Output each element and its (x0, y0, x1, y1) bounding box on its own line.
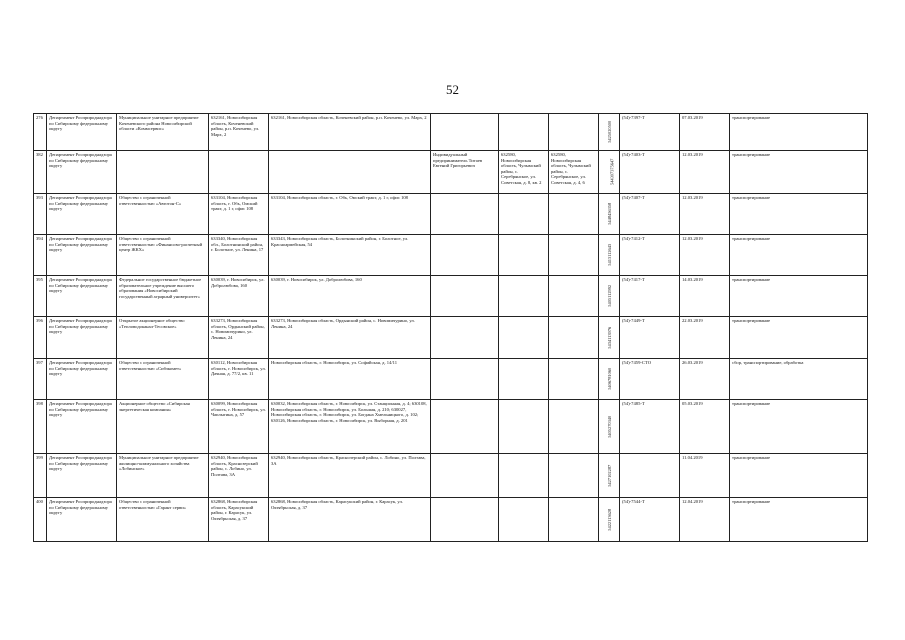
organization-cell: Общество с ограниченной ответственностью «Гарант серви» (117, 498, 209, 542)
table-row (34, 454, 868, 498)
legal-address-cell: 633104, Новосибирская область, г. Обь, Омский тракт, д. 1 г, офис 108 (209, 194, 269, 235)
license-number-cell: (54)-7407-Т (620, 194, 680, 235)
entrepreneur-address-cell (499, 359, 549, 400)
table-row (34, 114, 868, 151)
row-number: 400 (34, 498, 47, 542)
entrepreneur-cell (431, 498, 499, 542)
inn-text: 5405270340 (607, 415, 613, 438)
inn-text: 5427102287 (607, 464, 613, 487)
license-date-cell: 12.03.2019 (680, 151, 730, 194)
activity-type-cell: транспортирование (730, 276, 868, 317)
license-number-cell: (54)-7412-Т (620, 235, 680, 276)
entrepreneur-cell (431, 359, 499, 400)
entrepreneur-cell (431, 114, 499, 151)
license-date-cell: 07.03.2019 (680, 114, 730, 151)
activity-type-cell: транспортирование (730, 400, 868, 454)
authority-cell: Департамент Росприроднадзора по Сибирскому федеральному округу (47, 235, 117, 276)
inn-cell (599, 235, 620, 276)
inn-text: 5448456358 (607, 203, 613, 225)
activity-address-cell (269, 151, 431, 194)
authority-cell: Департамент Росприроднадзора по Сибирскому федеральному округу (47, 498, 117, 542)
inn-text: 5425020500 (607, 121, 613, 143)
entrepreneur-activity-address-cell (549, 194, 599, 235)
activity-address-cell: 630032, Новосибирская область, г. Новосибирск, ул. Станционная, д. 4; 630108, Новосибирская область, г. Новосибирск, ул. Большая, д. 210; 630027, Новосибирская область, г. Новосибирск, ул. Богдана Хмельницкого, д. 102; 630126, Новосибирская область, г. Новосибирск, ул. Выборная, д. 201 (269, 400, 431, 454)
entrepreneur-activity-address-cell (549, 498, 599, 542)
entrepreneur-address-cell (499, 235, 549, 276)
row-number: 382 (34, 151, 47, 194)
entrepreneur-cell (431, 194, 499, 235)
authority-cell: Департамент Росприроднадзора по Сибирскому федеральному округу (47, 454, 117, 498)
activity-type-cell: транспортирование (730, 317, 868, 359)
organization-cell: Федеральное государственное бюджетное образовательное учреждение высшего образования «Новосибирский государственный аграрный университет» (117, 276, 209, 317)
row-number: 397 (34, 359, 47, 400)
activity-address-cell: 633104, Новосибирская область, г. Обь, Омский тракт, д. 1 г, офис 108 (269, 194, 431, 235)
inn-cell (599, 276, 620, 317)
inn-cell (599, 114, 620, 151)
authority-cell: Департамент Росприроднадзора по Сибирскому федеральному округу (47, 114, 117, 151)
entrepreneur-address-cell (499, 454, 549, 498)
inn-text: 544307375647 (609, 158, 615, 186)
license-number-cell: (54)-7417-Т (620, 276, 680, 317)
page-number: 52 (446, 82, 459, 97)
activity-address-cell: 633343, Новосибирская область, Болотнинский район, г. Болотное, ул. Красноармейская, 54 (269, 235, 431, 276)
organization-cell: Общество с ограниченной ответственностью «Сибэкомет» (117, 359, 209, 400)
row-number: 393 (34, 194, 47, 235)
entrepreneur-activity-address-cell (549, 454, 599, 498)
inn-text: 5413112643 (607, 244, 613, 266)
inn-text: 5434113976 (607, 326, 613, 349)
license-date-cell: 12.04.2019 (680, 498, 730, 542)
row-number: 399 (34, 454, 47, 498)
table-row (34, 498, 868, 542)
license-date-cell: 12.03.2019 (680, 235, 730, 276)
license-date-cell: 14.03.2019 (680, 276, 730, 317)
activity-type-cell: транспортирование (730, 235, 868, 276)
authority-cell: Департамент Росприроднадзора по Сибирскому федеральному округу (47, 359, 117, 400)
legal-address-cell: 630112, Новосибирская область, г. Новосибирск, ул. Дачная, д. 77/2, кв. 11 (209, 359, 269, 400)
authority-cell: Департамент Росприроднадзора по Сибирскому федеральному округу (47, 194, 117, 235)
license-date-cell: 12.03.2019 (680, 194, 730, 235)
organization-cell: Открытое акционерное общество «Тепловодоканал-Тесовское» (117, 317, 209, 359)
organization-cell: Муниципальное унитарное предприятие жилищно-коммунального хозяйства «Лобинское» (117, 454, 209, 498)
entrepreneur-activity-address-cell: 632580, Новосибирская область, Чулымский район, с. Серебрянское, ул. Советская, д. 4, 6 (549, 151, 599, 194)
entrepreneur-activity-address-cell (549, 359, 599, 400)
activity-address-cell: 632161, Новосибирская область, Коченевский район, р.п. Коченево, ул. Марх, 2 (269, 114, 431, 151)
license-date-cell: 05.03.2019 (680, 400, 730, 454)
license-number-cell: (54)-7449-Т (620, 317, 680, 359)
entrepreneur-address-cell (499, 498, 549, 542)
row-number: 276 (34, 114, 47, 151)
table-row (34, 400, 868, 454)
activity-type-cell: сбор, транспортирование, обработка (730, 359, 868, 400)
activity-type-cell: транспортирование (730, 114, 868, 151)
table-row (34, 317, 868, 359)
legal-address-cell: 632868, Новосибирская область, Карасукский район, г. Карасук, ул. Октябрьская, д. 37 (209, 498, 269, 542)
entrepreneur-activity-address-cell (549, 317, 599, 359)
activity-type-cell: транспортирование (730, 151, 868, 194)
organization-cell: Муниципальное унитарное предприятие Коченевского района Новосибирской области «Коммсервис» (117, 114, 209, 151)
entrepreneur-activity-address-cell (549, 400, 599, 454)
license-date-cell: 11.04.2019 (680, 454, 730, 498)
entrepreneur-address-cell (499, 114, 549, 151)
entrepreneur-cell (431, 276, 499, 317)
inn-text: 5406781060 (607, 368, 613, 390)
activity-address-cell: 632868, Новосибирская область, Карасукский район, г. Карасук, ул. Октябрьская, д. 37 (269, 498, 431, 542)
inn-cell (599, 400, 620, 454)
activity-type-cell: транспортирование (730, 498, 868, 542)
entrepreneur-address-cell (499, 194, 549, 235)
legal-address-cell: 630099, Новосибирская область, г. Новосибирск, ул. Чаплыгина, д. 57 (209, 400, 269, 454)
entrepreneur-address-cell (499, 317, 549, 359)
entrepreneur-cell (431, 400, 499, 454)
organization-cell: Акционерное общество «Сибирская энергетическая компания» (117, 400, 209, 454)
inn-cell (599, 359, 620, 400)
legal-address-cell: 633340, Новосибирская обл., Болотнинский район, г. Болотное, ул. Ленина, 17 (209, 235, 269, 276)
inn-cell (599, 151, 620, 194)
license-date-cell: 26.03.2019 (680, 359, 730, 400)
legal-address-cell: 632940, Новосибирская область, Краснозерский район, с. Лобино, ул. Полтава, 3А (209, 454, 269, 498)
entrepreneur-activity-address-cell (549, 114, 599, 151)
legal-address-cell: 633273, Новосибирская область, Ордынский район, с. Новомичурино, ул. Ленина, 24 (209, 317, 269, 359)
activity-address-cell: 632940, Новосибирская область, Краснозерский район, с. Лобино, ул. Полтава, 3А (269, 454, 431, 498)
authority-cell: Департамент Росприроднадзора по Сибирскому федеральному округу (47, 151, 117, 194)
entrepreneur-activity-address-cell (549, 276, 599, 317)
authority-cell: Департамент Росприроднадзора по Сибирскому федеральному округу (47, 400, 117, 454)
row-number: 398 (34, 400, 47, 454)
inn-cell (599, 317, 620, 359)
entrepreneur-cell (431, 235, 499, 276)
row-number: 395 (34, 276, 47, 317)
legal-address-cell: 630039, г. Новосибирск, ул. Добролюбова, 160 (209, 276, 269, 317)
activity-type-cell: транспортирование (730, 194, 868, 235)
license-date-cell: 22.03.2019 (680, 317, 730, 359)
entrepreneur-cell: Индивидуальный предприниматель Титаев Евгений Григорьевич (431, 151, 499, 194)
license-number-cell: (54)-7397-Т (620, 114, 680, 151)
activity-address-cell: 630039, г. Новосибирск, ул. Добролюбова, 160 (269, 276, 431, 317)
license-number-cell: (54)-7459-СТО (620, 359, 680, 400)
row-number: 396 (34, 317, 47, 359)
inn-text: 5405112992 (607, 285, 613, 307)
table-row (34, 359, 868, 400)
table-row (34, 194, 868, 235)
legal-address-cell: 632161, Новосибирская область, Коченевский район, р.п. Коченево, ул. Марх, 2 (209, 114, 269, 151)
license-number-cell (620, 454, 680, 498)
inn-cell (599, 194, 620, 235)
authority-cell: Департамент Росприроднадзора по Сибирскому федеральному округу (47, 317, 117, 359)
license-number-cell: (54)-7403-Т (620, 151, 680, 194)
entrepreneur-address-cell: 632580, Новосибирская область, Чулымский район, с. Серебрянское, ул. Советская, д. 8, кв. 2 (499, 151, 549, 194)
inn-text: 5422113628 (607, 508, 613, 531)
entrepreneur-activity-address-cell (549, 235, 599, 276)
organization-cell: Общество с ограниченной ответственностью «Автотон-С» (117, 194, 209, 235)
license-table (33, 113, 868, 542)
inn-cell (599, 454, 620, 498)
authority-cell: Департамент Росприроднадзора по Сибирскому федеральному округу (47, 276, 117, 317)
inn-cell (599, 498, 620, 542)
entrepreneur-address-cell (499, 400, 549, 454)
table-row (34, 235, 868, 276)
activity-address-cell: 633273, Новосибирская область, Ордынский район, с. Новомичурино, ул. Ленина, 24 (269, 317, 431, 359)
entrepreneur-cell (431, 454, 499, 498)
activity-type-cell: транспортирование (730, 454, 868, 498)
table-row (34, 276, 868, 317)
table-row (34, 151, 868, 194)
organization-cell (117, 151, 209, 194)
legal-address-cell (209, 151, 269, 194)
row-number: 394 (34, 235, 47, 276)
entrepreneur-address-cell (499, 276, 549, 317)
activity-address-cell: Новосибирская область, г. Новосибирск, ул. Софийская, д. 14/11 (269, 359, 431, 400)
organization-cell: Общество с ограниченной ответственностью «Финансово-расчетный центр ЖКХ» (117, 235, 209, 276)
license-number-cell: (54)-7485-Т (620, 400, 680, 454)
license-number-cell: (54)-7544-Т (620, 498, 680, 542)
entrepreneur-cell (431, 317, 499, 359)
